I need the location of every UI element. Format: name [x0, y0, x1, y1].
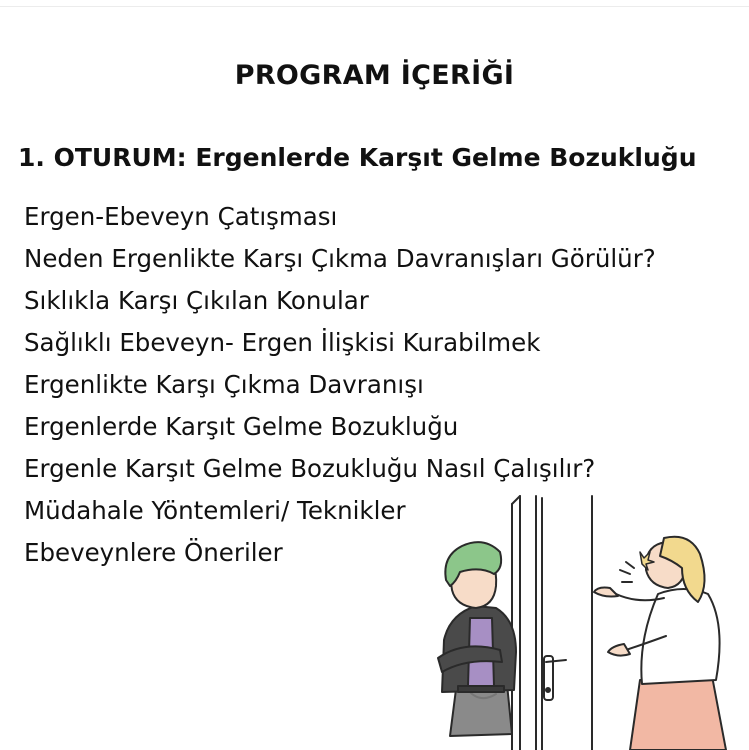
- topic-item: Sağlıklı Ebeveyn- Ergen İlişkisi Kurabilmek: [24, 328, 541, 357]
- door: [512, 496, 592, 750]
- mother-raised-hand: [594, 588, 618, 597]
- topic-item: Neden Ergenlikte Karşı Çıkma Davranışları Görülür?: [24, 244, 656, 273]
- mother-skirt: [630, 676, 726, 750]
- page-title: PROGRAM İÇERİĞİ: [234, 60, 515, 92]
- top-divider: [0, 6, 749, 7]
- topic-item: Ergenlerde Karşıt Gelme Bozukluğu: [24, 412, 459, 441]
- session-heading: 1. OTURUM: Ergenlerde Karşıt Gelme Bozukluğu: [18, 142, 697, 172]
- topic-item: Ergen-Ebeveyn Çatışması: [24, 202, 338, 231]
- parent-teen-conflict-illustration: [420, 490, 749, 750]
- yell-line: [620, 570, 630, 574]
- yell-line: [626, 562, 634, 568]
- topic-item: Ergenlikte Karşı Çıkma Davranışı: [24, 370, 424, 399]
- topic-item: Sıklıkla Karşı Çıkılan Konular: [24, 286, 369, 315]
- topic-item: Müdahale Yöntemleri/ Teknikler: [24, 496, 406, 525]
- mother-sweater: [641, 589, 719, 684]
- topic-item: Ergenle Karşıt Gelme Bozukluğu Nasıl Çalışılır?: [24, 454, 596, 483]
- topic-item: Ebeveynlere Öneriler: [24, 538, 283, 567]
- teen-figure: [438, 542, 516, 736]
- mother-figure: [594, 537, 726, 750]
- mother-lower-hand: [608, 644, 630, 656]
